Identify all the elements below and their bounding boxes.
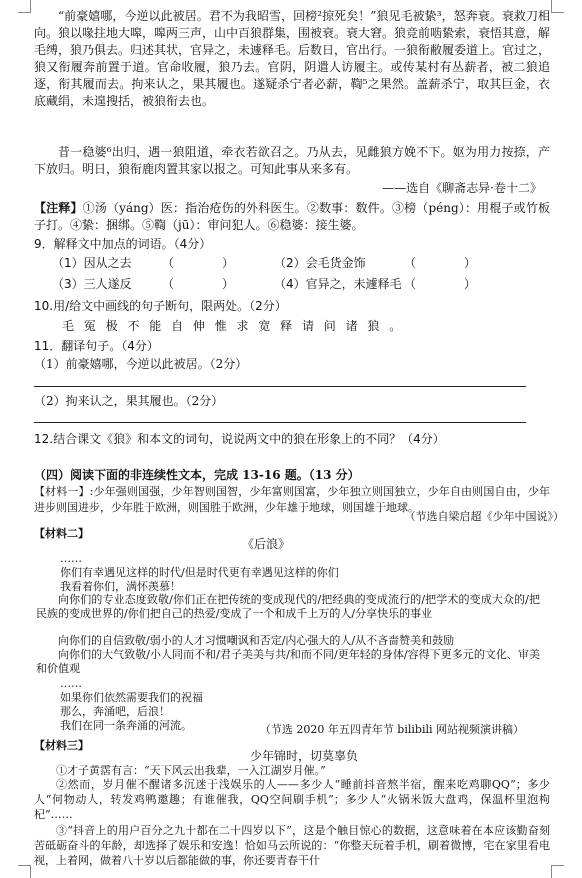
passage-source: ——选自《聊斋志异·卷十二》 (382, 181, 542, 195)
material-3-paragraph-2: ②然而，岁月催不醒诸多沉迷于浅娱乐的人——多少人“睡前抖音熬半宿，醒来吃鸡聊QQ”；多少人“何物动人，转发鸡鸭邀趣；有谁催我，QQ空间刷手机”；多少人“火锅米饭大盘鸡，保温杯里泡枸杞”…… (34, 778, 550, 821)
material-2-ellipsis-1: …… (60, 552, 82, 565)
q9-blank-2: （ ） (404, 256, 477, 270)
material-1-source: （节选自梁启超《少年中国说》） (404, 510, 564, 523)
material-2-line-2: 我看着你们，满怀羡慕！ (60, 580, 181, 593)
material-2-line-8: 我们在同一条奔涌的河流。 (60, 719, 192, 732)
q9-blank-1: （ ） (162, 256, 235, 270)
question-11-2: （2）拘来认之，果其履也。（2分） (34, 394, 224, 408)
answer-line-1 (34, 386, 526, 387)
q9-item-3: （3）三人遂反 (52, 277, 132, 291)
material-2-line-7: 那么，奔涌吧，后浪！ (60, 705, 170, 718)
material-3-label: 【材料三】 (34, 739, 89, 752)
material-2-line-1: 你们有幸遇见这样的时代/但是时代更有幸遇见这样的你们 (60, 566, 339, 579)
question-10: 10.用/给文中画线的句子断句，限两处。（2分） (34, 299, 287, 313)
section-4-heading: （四）阅读下面的非连续性文本，完成 13-16 题。（13 分） (34, 468, 360, 482)
material-3-paragraph-1: ①才子黄霑有言：“天下风云出我辈，一入江湖岁月催。” (56, 764, 326, 777)
q9-item-1: （1）因从之去 (52, 256, 132, 270)
crop-mark-bottom-right (551, 865, 564, 878)
answer-line-2 (34, 422, 526, 423)
question-12: 12.结合课文《狼》和本文的词句，说说两文中的狼在形象上的不同？（4分） (34, 432, 445, 446)
material-2-line-6: 如果你们依然需要我们的祝福 (60, 691, 203, 704)
notes-title: 【注释】 (34, 201, 83, 215)
question-10-text: 毛 冤 极 不 能 自 伸 惟 求 宽 释 请 问 诸 狼 。 (62, 319, 405, 333)
material-1: 【材料一】:少年强则国强，少年智则国智，少年富则国富，少年独立则国独立，少年自由则国自由，少年进步则国进步，少年胜于欧洲，则国胜于欧洲，少年雄于地球，则国雄于地球。 (34, 485, 550, 514)
crop-mark-top-left (18, 0, 31, 13)
passage-paragraph-1: “前豪嬉哪，今逆以此被居。君不为我昭雪，回榜²掠死矣！”狼见毛被絷³，怒奔衰。衰救刀相向。狼以喙拄地大嗥，嗥两三声，山中百狼群集，围被衰。衰大窘。狼竞前啮絷索，衰悟其意，解毛缚，狼乃俱去。归述其状，官异之，未遽释毛。后数日，官出行。一狼衔敝履委道上。官过之，狼又衔履奔前置于道。官命收履，狼乃去。官阴，阴遣人访履主。或传某村有丛薪者，被二狼追逐，衔其履而去。拘来认之，果其履也。遂疑杀宁者必薪，鞫⁵之果然。盖薪杀宁，取其巨金，衣底藏绢，未遑搜括，被狼衔去也。 (34, 9, 551, 108)
q9-item-4: （4）官异之，未遽释毛 (274, 277, 402, 291)
material-2-line-3: 向你们的专业态度致敬/你们正在把传统的变成现代的/把经典的变成流行的/把学术的变成大众的/把民族的变成世界的/你们把自己的热爱/变成了一个和成千上万的人/分享快乐的事业 (36, 593, 540, 620)
crop-mark-bottom-left (18, 865, 31, 878)
notes (34, 200, 550, 234)
material-2-source: （节选 2020 年五四青年节 bilibili 网站视频演讲稿） (259, 723, 524, 736)
material-2-label: 【材料二】 (34, 527, 89, 540)
material-3-paragraph-3: ③“抖音上的用户百分之九十都在二十四岁以下”，这是个触目惊心的数据，这意味着在本应该勤奋刻苦砥砺奋斗的年龄，却选择了娱乐和安逸！恰如马云所说的：“你整天玩着手机，刷着微博，宅在家里看电视，上着网，做着八十岁以后都能做的事，你还要青春干什 (34, 824, 550, 867)
q9-blank-4: （ ） (404, 277, 477, 291)
q9-blank-3: （ ） (162, 277, 235, 291)
q9-item-2: （2）会毛货金饰 (274, 256, 366, 270)
notes-text: ①汤（yáng）医：指治疮伤的外科医生。②数事：数件。③榜（péng）：用棍子或竹板子打。④絷：捆绑。⑤鞫（jū）：审问犯人。⑥稳婆：接生婆。 (34, 201, 550, 232)
material-2-line-4: 向你们的自信致敬/弱小的人才习惯嘲讽和否定/内心强大的人/从不吝啬赞美和鼓励 (58, 634, 455, 647)
question-9: 9．解释文中加点的词语。（4分） (34, 237, 212, 251)
question-11: 11．翻译句子。（4分） (34, 339, 159, 353)
material-2-line-5: 向你们的大气致敬/小人同而不和/君子美美与共/和而不同/更年轻的身体/容得下更多元的文化、审美和价值观 (36, 648, 540, 675)
material-2-title: 《后浪》 (241, 537, 290, 551)
crop-mark-top-right (551, 0, 564, 13)
passage-paragraph-2: 昔一稳婆⁶出归，遇一狼阻道，牵衣若欲召之。乃从去，见雌狼方娩不下。妪为用力按捺，产下放归。明日，狼衔鹿肉置其家以报之。可知此事从来多有。 (34, 145, 550, 176)
material-2-ellipsis-2: …… (60, 677, 82, 690)
material-3-title: 少年锦时，切莫辜负 (249, 749, 358, 763)
question-11-1: （1）前豪嬉哪，今逆以此被居。（2分） (34, 357, 248, 371)
